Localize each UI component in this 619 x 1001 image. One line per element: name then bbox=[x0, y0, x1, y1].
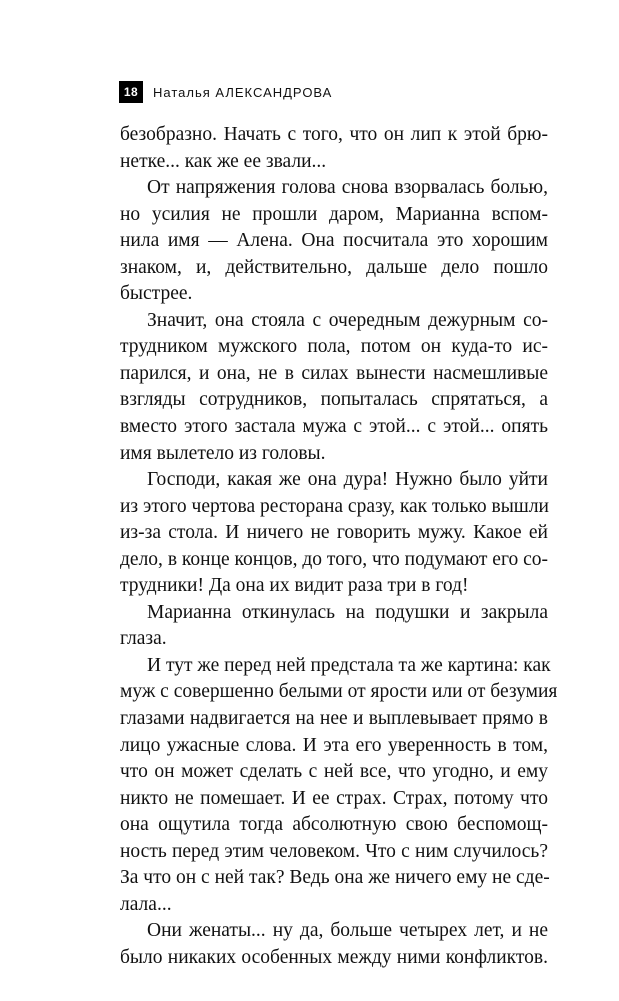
text-line: никто не помешает. И ее страх. Страх, потому что bbox=[120, 787, 548, 809]
text-line: ность перед этим человеком. Что с ним случилось? bbox=[120, 840, 548, 862]
text-line: Значит, она стояла с очередным дежурным со- bbox=[147, 309, 548, 331]
text-line: глазами надвигается на нее и выплевывает прямо в bbox=[120, 708, 548, 730]
text-line: знаком, и, действительно, дальше дело пошло bbox=[120, 256, 548, 278]
text-line: парился, и она, не в силах вынести насмешливые bbox=[120, 362, 548, 384]
text-line: быстрее. bbox=[120, 283, 193, 305]
text-line: От напряжения голова снова взорвалась болью, bbox=[147, 177, 548, 199]
running-header bbox=[119, 80, 332, 104]
text-line: вместо этого застала мужа с этой... с этой... опять bbox=[120, 416, 548, 438]
text-line: Они женаты... ну да, больше четырех лет, и не bbox=[147, 920, 548, 942]
text-line: За что он с ней так? Ведь она же ничего ему не сде- bbox=[120, 867, 550, 889]
text-line: она ощутила тогда абсолютную свою беспомощ- bbox=[120, 814, 548, 836]
text-line: нетке... как же ее звали... bbox=[120, 150, 327, 172]
text-line: глаза. bbox=[120, 628, 167, 650]
text-line: но усилия не прошли даром, Марианна вспом- bbox=[120, 203, 548, 225]
text-line: из-за стола. И ничего не говорить мужу. Какое ей bbox=[120, 522, 548, 544]
text-line: что он может сделать с ней все, что угодно, и ему bbox=[120, 761, 548, 783]
text-line: Господи, какая же она дура! Нужно было уйти bbox=[147, 469, 548, 491]
text-line: И тут же перед ней предстала та же картина: как bbox=[147, 654, 551, 676]
text-line: трудники! Да она их видит раза три в год! bbox=[120, 575, 469, 597]
text-line: трудником мужского пола, потом он куда-то ис- bbox=[120, 336, 548, 358]
text-line: было никаких особенных между ними конфликтов. bbox=[120, 946, 548, 968]
text-line: лицо ужасные слова. И эта его уверенность в том, bbox=[120, 734, 548, 756]
body-text bbox=[120, 122, 558, 972]
text-line: безобразно. Начать с того, что он лип к этой брю- bbox=[120, 124, 548, 145]
author-name: Наталья АЛЕКСАНДРОВА bbox=[153, 84, 333, 100]
text-line: дело, в конце концов, до того, что подумают его со- bbox=[120, 548, 548, 570]
text-line: Марианна откинулась на подушки и закрыла bbox=[147, 601, 548, 623]
page-number: 18 bbox=[119, 81, 143, 103]
text-line: взгляды сотрудников, попыталась спрятаться, а bbox=[120, 389, 548, 411]
text-line: муж с совершенно белыми от ярости или от безумия bbox=[120, 681, 558, 703]
text-line: лала... bbox=[120, 893, 172, 915]
text-line: из этого чертова ресторана сразу, как только вышли bbox=[120, 495, 549, 517]
text-line: нила имя — Алена. Она посчитала это хорошим bbox=[120, 230, 548, 252]
text-line: имя вылетело из головы. bbox=[120, 442, 326, 464]
